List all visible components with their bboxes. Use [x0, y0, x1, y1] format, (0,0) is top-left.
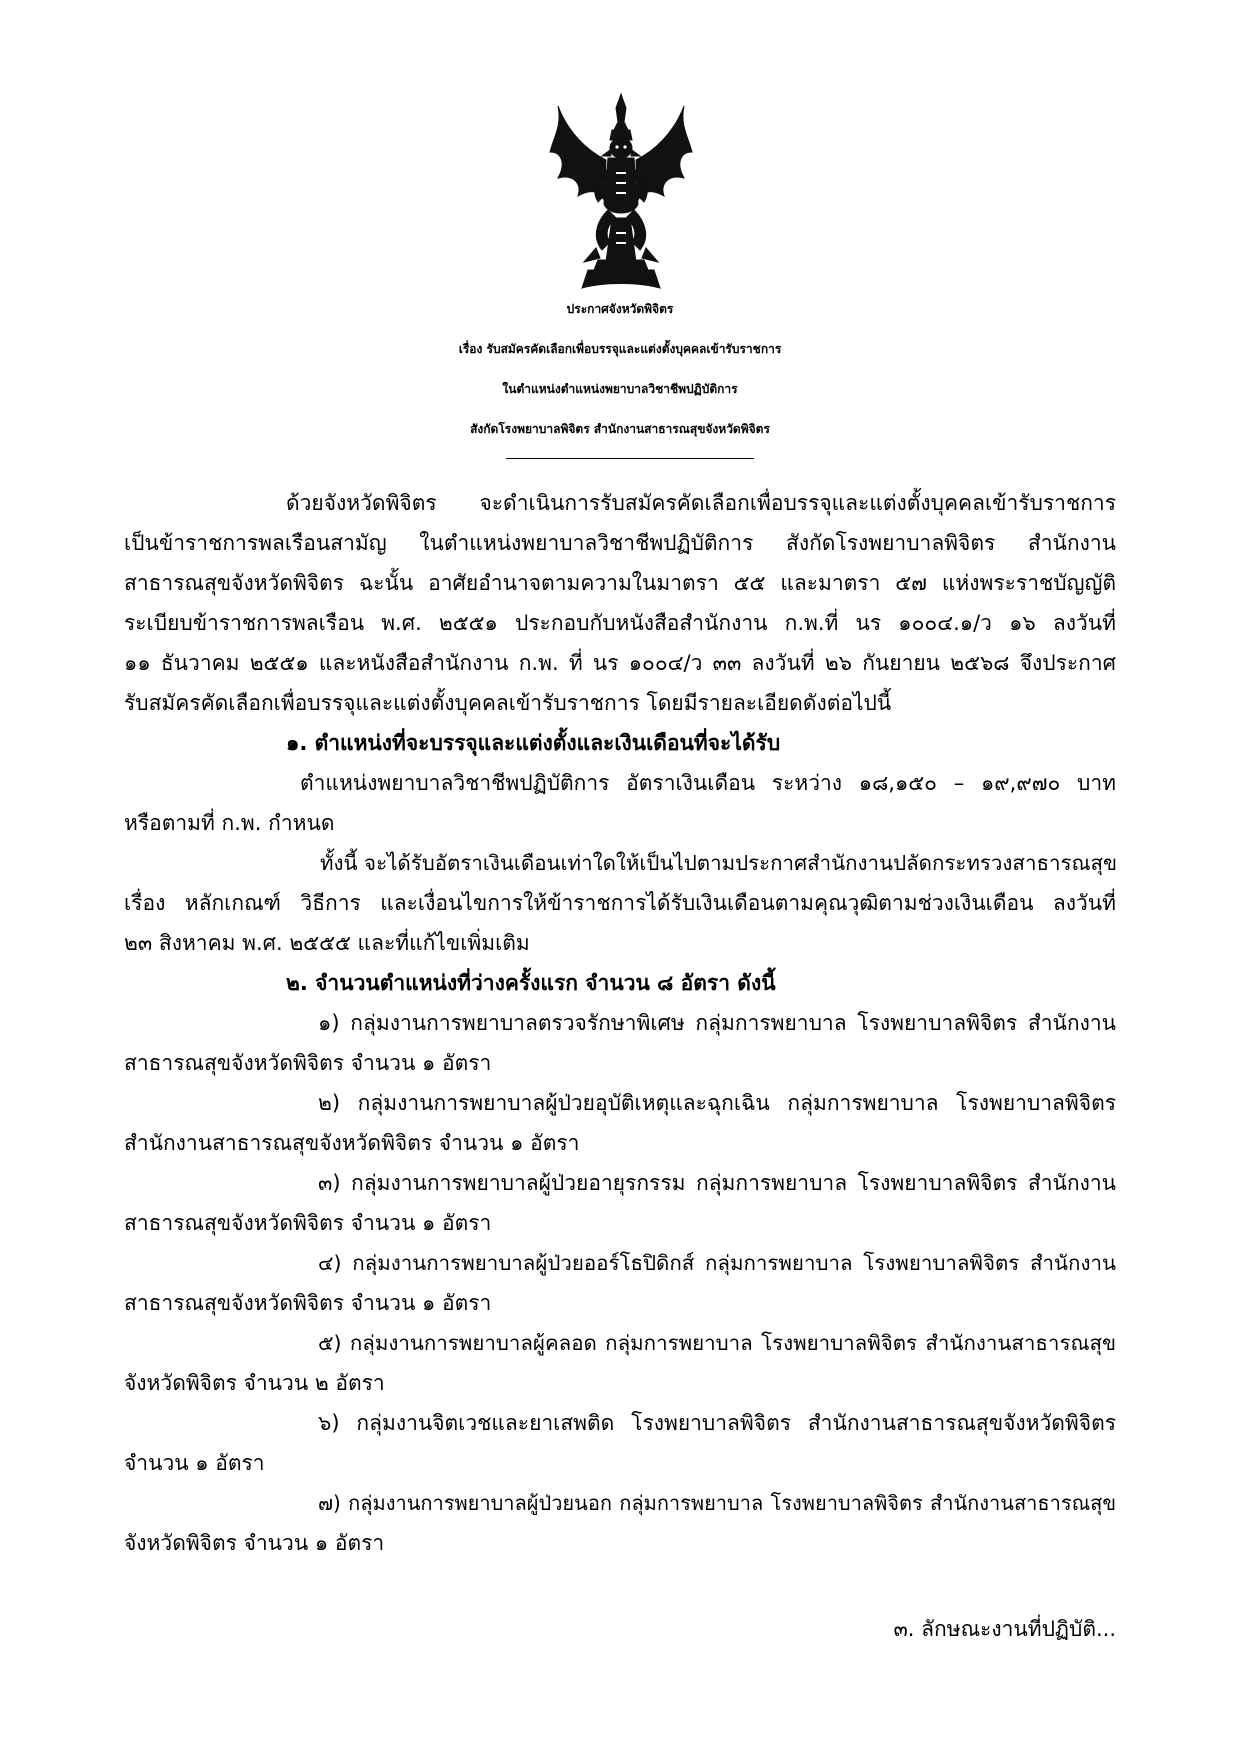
- vacancy-item: สาธารณสุขจังหวัดพิจิตร จำนวน ๑ อัตรา: [124, 1051, 492, 1075]
- vacancy-item: ๔) กลุ่มงานการพยาบาลผู้ป่วยออร์โธปิดิกส์ กลุ่มการพยาบาล โรงพยาบาลพิจิตร สำนักงาน: [318, 1251, 1116, 1275]
- intro-line: ระเบียบข้าราชการพลเรือน พ.ศ. ๒๕๕๑ ประกอบกับหนังสือสำนักงาน ก.พ.ที่ นร ๑๐๐๔.๑/ว ๑๖ ลงวันที่: [124, 611, 1116, 635]
- section1-heading: ๑. ตำแหน่งที่จะบรรจุและแต่งตั้งและเงินเดือนที่จะได้รับ: [286, 731, 781, 755]
- intro-line: เป็นข้าราชการพลเรือนสามัญ ในตำแหน่งพยาบาลวิชาชีพปฏิบัติการ สังกัดโรงพยาบาลพิจิตร สำนักงาน: [124, 531, 1116, 555]
- intro-line: ๑๑ ธันวาคม ๒๕๕๑ และหนังสือสำนักงาน ก.พ. ที่ นร ๑๐๐๔/ว ๓๓ ลงวันที่ ๒๖ กันยายน ๒๕๖๘ จึงประกาศ: [124, 651, 1116, 675]
- vacancy-item: ๓) กลุ่มงานการพยาบาลผู้ป่วยอายุรกรรม กลุ่มการพยาบาล โรงพยาบาลพิจิตร สำนักงาน: [318, 1171, 1116, 1195]
- vacancy-item: ๗) กลุ่มงานการพยาบาลผู้ป่วยนอก กลุ่มการพยาบาล โรงพยาบาลพิจิตร สำนักงานสาธารณสุข: [318, 1491, 1116, 1515]
- announcement-subject: เรื่อง รับสมัครคัดเลือกเพื่อบรรจุและแต่งตั้งบุคคลเข้ารับราชการ: [458, 342, 782, 356]
- vacancy-item: สาธารณสุขจังหวัดพิจิตร จำนวน ๑ อัตรา: [124, 1291, 492, 1315]
- intro-line: สาธารณสุขจังหวัดพิจิตร ฉะนั้น อาศัยอำนาจตามความในมาตรา ๕๕ และมาตรา ๕๗ แห่งพระราชบัญญัติ: [124, 571, 1116, 595]
- vacancy-item: จังหวัดพิจิตร จำนวน ๑ อัตรา: [124, 1531, 385, 1555]
- vacancy-item: สาธารณสุขจังหวัดพิจิตร จำนวน ๑ อัตรา: [124, 1211, 492, 1235]
- salary-line: ตำแหน่งพยาบาลวิชาชีพปฏิบัติการ อัตราเงินเดือน ระหว่าง ๑๘,๑๕๐ – ๑๙,๙๗๐ บาท: [300, 771, 1116, 795]
- heading-divider: [506, 458, 754, 459]
- continuation-marker: ๓. ลักษณะงานที่ปฏิบัติ...: [893, 1617, 1116, 1641]
- announcement-title: ประกาศจังหวัดพิจิตร: [566, 302, 674, 316]
- intro-line: ด้วยจังหวัดพิจิตร จะดำเนินการรับสมัครคัดเลือกเพื่อบรรจุและแต่งตั้งบุคคลเข้ารับราชการ: [286, 491, 1116, 515]
- vacancy-item: ๑) กลุ่มงานการพยาบาลตรวจรักษาพิเศษ กลุ่มการพยาบาล โรงพยาบาลพิจิตร สำนักงาน: [318, 1011, 1116, 1035]
- vacancy-item: สำนักงานสาธารณสุขจังหวัดพิจิตร จำนวน ๑ อัตรา: [124, 1131, 580, 1155]
- salary-note-line: ทั้งนี้ จะได้รับอัตราเงินเดือนเท่าใดให้เป็นไปตามประกาศสำนักงานปลัดกระทรวงสาธารณสุข: [320, 851, 1118, 875]
- intro-line: รับสมัครคัดเลือกเพื่อบรรจุและแต่งตั้งบุคคลเข้ารับราชการ โดยมีรายละเอียดดังต่อไปนี้: [124, 691, 892, 715]
- salary-line: หรือตามที่ ก.พ. กำหนด: [124, 811, 335, 835]
- section2-heading: ๒. จำนวนตำแหน่งที่ว่างครั้งแรก จำนวน ๘ อัตรา ดังนี้: [286, 971, 776, 995]
- announcement-position: ในตำแหน่งตำแหน่งพยาบาลวิชาชีพปฏิบัติการ: [502, 382, 738, 396]
- vacancy-item: ๒) กลุ่มงานการพยาบาลผู้ป่วยอุบัติเหตุและฉุกเฉิน กลุ่มการพยาบาล โรงพยาบาลพิจิตร: [318, 1091, 1116, 1115]
- announcement-affiliation: สังกัดโรงพยาบาลพิจิตร สำนักงานสาธารณสุขจังหวัดพิจิตร: [470, 422, 770, 436]
- vacancy-item: จังหวัดพิจิตร จำนวน ๒ อัตรา: [124, 1371, 385, 1395]
- vacancy-item: ๕) กลุ่มงานการพยาบาลผู้คลอด กลุ่มการพยาบาล โรงพยาบาลพิจิตร สำนักงานสาธารณสุข: [318, 1331, 1116, 1355]
- salary-note-line: ๒๓ สิงหาคม พ.ศ. ๒๕๕๕ และที่แก้ไขเพิ่มเติม: [124, 931, 530, 955]
- garuda-emblem-icon: [548, 92, 694, 292]
- salary-note-line: เรื่อง หลักเกณฑ์ วิธีการ และเงื่อนไขการให้ข้าราชการได้รับเงินเดือนตามคุณวุฒิตามช่วงเงินเดือน ลงวันที่: [124, 891, 1116, 915]
- vacancy-item: ๖) กลุ่มงานจิตเวชและยาเสพติด โรงพยาบาลพิจิตร สำนักงานสาธารณสุขจังหวัดพิจิตร: [318, 1411, 1116, 1435]
- vacancy-item: จำนวน ๑ อัตรา: [124, 1451, 265, 1475]
